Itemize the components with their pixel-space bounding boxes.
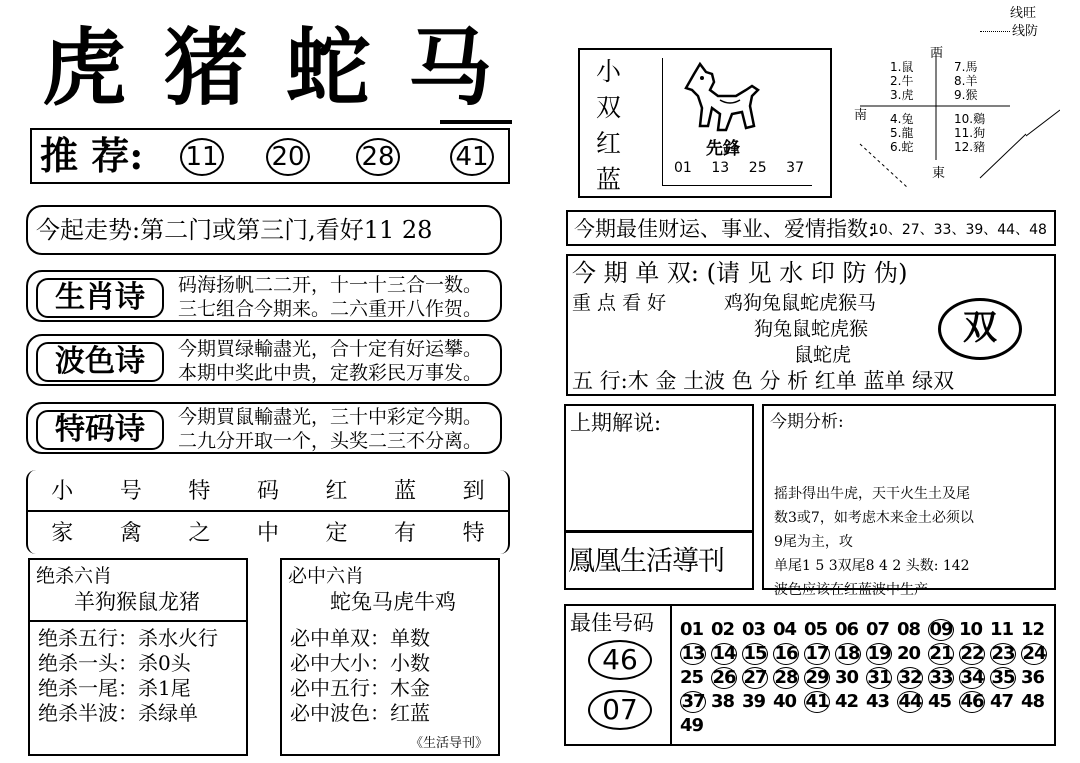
last-period-title: 上期解说: bbox=[570, 411, 662, 435]
best-number: 18 bbox=[836, 643, 860, 664]
slogan-char: 码 bbox=[256, 478, 279, 504]
slogan-char: 特 bbox=[188, 478, 211, 504]
must-line: 必中大小：小数 bbox=[290, 651, 430, 675]
best-number: 47 bbox=[990, 691, 1014, 712]
best-number: 02 bbox=[711, 619, 735, 640]
zodiac-item: 3.虎 bbox=[890, 88, 914, 102]
compass-right-bottom bbox=[954, 112, 985, 154]
best-number: 37 bbox=[681, 691, 705, 712]
best-number: 05 bbox=[804, 619, 828, 640]
zodiac-item: 9.猴 bbox=[954, 88, 978, 102]
pioneer-number: 01 bbox=[674, 160, 692, 176]
best-number: 41 bbox=[805, 691, 829, 712]
recommend-number: 11 bbox=[180, 138, 224, 176]
must-line: 必中单双：单数 bbox=[290, 626, 430, 650]
pioneer-char: 双 bbox=[596, 93, 622, 122]
poem-line: 今期買绿輸盡光，合十定有好运攀。 bbox=[178, 338, 483, 360]
focus-line: 狗兔鼠蛇虎猴 bbox=[754, 318, 869, 340]
best-number: 09 bbox=[929, 619, 953, 640]
best-number-grid bbox=[680, 618, 1052, 738]
best-number: 38 bbox=[711, 691, 735, 712]
slogan-char: 有 bbox=[394, 520, 417, 546]
compass-right-top bbox=[954, 60, 977, 102]
slogan-char: 之 bbox=[188, 520, 211, 546]
five-elements-line: 五 行:木 金 土波 色 分 析 红单 蓝单 绿双 bbox=[572, 369, 955, 393]
recommend-box-accent bbox=[440, 120, 512, 124]
best-number: 03 bbox=[742, 619, 766, 640]
best-number: 45 bbox=[928, 691, 952, 712]
last-period-divider bbox=[564, 530, 752, 533]
best-number: 07 bbox=[866, 619, 890, 640]
best-number: 49 bbox=[680, 715, 704, 736]
focus-line: 鸡狗兔鼠蛇虎猴马 bbox=[724, 292, 877, 314]
zodiac-item: 11.狗 bbox=[954, 126, 986, 140]
pioneer-char: 小 bbox=[596, 57, 622, 86]
corner-text-2: 线防 bbox=[1012, 24, 1039, 39]
pioneer-char: 红 bbox=[596, 129, 622, 158]
analysis-box bbox=[762, 404, 1056, 598]
best-divider bbox=[670, 606, 672, 744]
pioneer-number: 25 bbox=[748, 160, 767, 176]
zodiac-item: 10.鷄 bbox=[954, 112, 986, 126]
best-number: 25 bbox=[680, 667, 704, 688]
zodiac-item: 8.羊 bbox=[954, 74, 978, 88]
pioneer-side-chars bbox=[596, 54, 626, 198]
must-box bbox=[280, 558, 500, 756]
must-line: 必中五行：木金 bbox=[290, 676, 430, 700]
best-number: 42 bbox=[835, 691, 859, 712]
best-number: 44 bbox=[898, 691, 922, 712]
compass-left-top bbox=[890, 60, 913, 102]
pioneer-box bbox=[578, 48, 832, 198]
best-number: 39 bbox=[742, 691, 766, 712]
recommend-number: 20 bbox=[266, 138, 310, 176]
poem-line: 本期中奖此中贵，定教彩民万事发。 bbox=[178, 362, 483, 384]
double-badge: 双 bbox=[938, 298, 1022, 360]
pioneer-char: 蓝 bbox=[596, 165, 622, 194]
compass-south: 南 bbox=[854, 108, 868, 123]
zodiac-item: 2.牛 bbox=[890, 74, 914, 88]
best-number: 43 bbox=[866, 691, 890, 712]
best-number: 35 bbox=[991, 667, 1015, 688]
kill-zodiacs: 羊狗猴鼠龙猪 bbox=[74, 590, 200, 614]
analysis-text bbox=[774, 482, 974, 602]
best-number: 20 bbox=[897, 643, 921, 664]
best-number: 21 bbox=[929, 643, 953, 664]
best-number: 19 bbox=[867, 643, 891, 664]
analysis-line: 波色应该在红蓝波中生产 bbox=[774, 582, 928, 598]
best-number: 22 bbox=[960, 643, 984, 664]
analysis-title: 今期分析: bbox=[770, 412, 844, 432]
best-number: 31 bbox=[867, 667, 891, 688]
analysis-line: 单尾1 5 3双尾8 4 2 头数: 142 bbox=[774, 558, 970, 574]
zodiac-compass bbox=[850, 40, 1060, 190]
zodiac-item: 12.豬 bbox=[954, 140, 986, 154]
poem-line: 今期買鼠輸盡光，三十中彩定今期。 bbox=[178, 406, 483, 428]
must-line: 必中波色：红蓝 bbox=[290, 701, 430, 725]
page-title: 虎猪蛇马 bbox=[42, 18, 531, 117]
best-number: 16 bbox=[774, 643, 798, 664]
best-number: 28 bbox=[774, 667, 798, 688]
slogan-char: 蓝 bbox=[394, 478, 417, 504]
analysis-line: 摇卦得出牛虎，天干火生土及尾 bbox=[774, 486, 970, 502]
best-number: 48 bbox=[1021, 691, 1045, 712]
publisher-logo: 鳳凰生活導刊 bbox=[568, 546, 724, 577]
kill-divider bbox=[28, 620, 248, 622]
focus-line: 鼠蛇虎 bbox=[794, 344, 852, 366]
slogan-divider bbox=[26, 510, 510, 512]
best-number: 04 bbox=[773, 619, 797, 640]
slogan-char: 定 bbox=[325, 520, 348, 546]
zodiac-item: 1.鼠 bbox=[890, 60, 914, 74]
poem-label: 特码诗 bbox=[36, 410, 164, 450]
corner-dots bbox=[980, 31, 1010, 32]
slogan-char: 特 bbox=[462, 520, 485, 546]
compass-left-bottom bbox=[890, 112, 913, 154]
best-number: 15 bbox=[743, 643, 767, 664]
best-number: 17 bbox=[805, 643, 829, 664]
pioneer-number: 13 bbox=[711, 160, 730, 176]
must-title: 必中六肖 bbox=[288, 565, 365, 587]
poem-label: 生肖诗 bbox=[36, 278, 164, 318]
single-double-box bbox=[566, 254, 1056, 396]
analysis-line: 9尾为主，攻 bbox=[774, 534, 853, 550]
poem-label: 波色诗 bbox=[36, 342, 164, 382]
zodiac-item: 4.兔 bbox=[890, 112, 914, 126]
best-number: 27 bbox=[743, 667, 767, 688]
best-title: 最佳号码 bbox=[570, 611, 654, 635]
best-number: 32 bbox=[898, 667, 922, 688]
slogan-char: 到 bbox=[462, 478, 485, 504]
best-number: 26 bbox=[712, 667, 736, 688]
best-number: 10 bbox=[959, 619, 983, 640]
best-number: 36 bbox=[1021, 667, 1045, 688]
analysis-line: 数3或7，如考虑木来金土必须以 bbox=[774, 510, 974, 526]
compass-east: 東 bbox=[932, 166, 946, 181]
slogan-row-2 bbox=[28, 514, 508, 548]
slogan-char: 家 bbox=[51, 520, 74, 546]
recommend-number: 28 bbox=[356, 138, 400, 176]
source-label: 《生活导刊》 bbox=[410, 736, 489, 751]
best-number: 06 bbox=[835, 619, 859, 640]
last-period-box bbox=[564, 404, 754, 590]
best-pick: 07 bbox=[588, 690, 652, 730]
best-number: 13 bbox=[681, 643, 705, 664]
single-double-title: 今 期 单 双: (请 见 水 印 防 伪) bbox=[572, 259, 908, 287]
slogan-char: 小 bbox=[51, 478, 74, 504]
best-number: 11 bbox=[990, 619, 1014, 640]
must-zodiacs: 蛇兔马虎牛鸡 bbox=[330, 590, 456, 614]
fortune-label: 今期最佳财运、事业、爱情指数: bbox=[574, 217, 876, 241]
best-number: 30 bbox=[835, 667, 859, 688]
recommend-label: 推 荐: bbox=[40, 133, 144, 178]
best-number: 24 bbox=[1022, 643, 1046, 664]
zodiac-item: 6.蛇 bbox=[890, 140, 914, 154]
best-number: 34 bbox=[960, 667, 984, 688]
best-number: 46 bbox=[960, 691, 984, 712]
slogan-char: 中 bbox=[256, 520, 279, 546]
compass-west: 西 bbox=[930, 46, 944, 61]
best-number: 40 bbox=[773, 691, 797, 712]
best-number: 29 bbox=[805, 667, 829, 688]
pioneer-number: 37 bbox=[786, 160, 804, 176]
pioneer-numbers bbox=[674, 160, 804, 176]
best-number: 12 bbox=[1021, 619, 1045, 640]
kill-line: 绝杀一头：杀0头 bbox=[38, 651, 191, 675]
best-pick: 46 bbox=[588, 640, 652, 680]
recommend-number: 41 bbox=[450, 138, 494, 176]
poem-line: 三七组合今期来。二六重开八作贺。 bbox=[178, 298, 483, 320]
best-number: 23 bbox=[991, 643, 1015, 664]
fortune-values: 10、27、33、39、44、48 bbox=[870, 222, 1047, 238]
best-number: 01 bbox=[680, 619, 704, 640]
pioneer-label: 先鋒 bbox=[706, 139, 740, 159]
slogan-char: 禽 bbox=[119, 520, 142, 546]
slogan-row-1 bbox=[28, 472, 508, 506]
trend-text: 今起走势:第二门或第三门,看好11 28 bbox=[36, 216, 433, 244]
poem-line: 码海扬帆二二开，十一十三合一数。 bbox=[178, 274, 483, 296]
kill-line: 绝杀一尾：杀1尾 bbox=[38, 676, 191, 700]
slogan-char: 红 bbox=[325, 478, 348, 504]
best-number: 33 bbox=[929, 667, 953, 688]
kill-line: 绝杀五行：杀水火行 bbox=[38, 626, 218, 650]
best-number: 14 bbox=[712, 643, 736, 664]
best-number: 08 bbox=[897, 619, 921, 640]
slogan-char: 号 bbox=[119, 478, 142, 504]
poem-line: 二九分开取一个，头奖二三不分离。 bbox=[178, 430, 483, 452]
kill-box bbox=[28, 558, 248, 756]
corner-text-1: 线旺 bbox=[1010, 6, 1037, 21]
kill-title: 绝杀六肖 bbox=[36, 565, 113, 587]
zodiac-item: 5.龍 bbox=[890, 126, 914, 140]
trend-box bbox=[26, 205, 502, 255]
zodiac-item: 7.馬 bbox=[954, 60, 978, 74]
fortune-box bbox=[566, 210, 1056, 246]
kill-line: 绝杀半波：杀绿单 bbox=[38, 701, 198, 725]
dog-icon bbox=[680, 60, 770, 136]
focus-label: 重 点 看 好 bbox=[572, 292, 667, 314]
